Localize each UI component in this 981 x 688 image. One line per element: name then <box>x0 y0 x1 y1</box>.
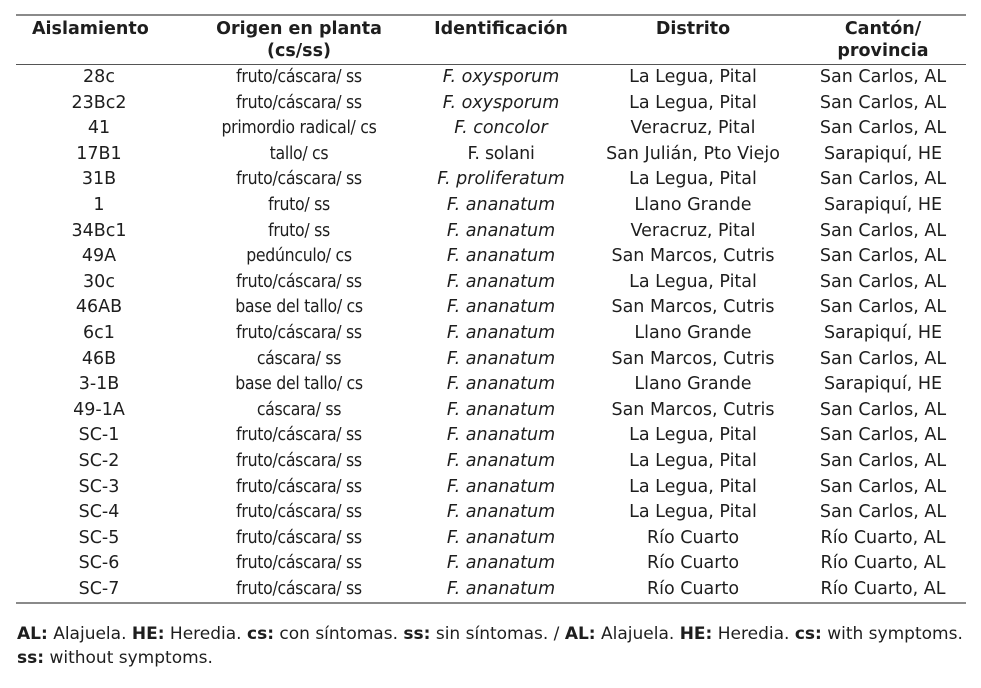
table-row <box>16 423 966 449</box>
cell-origen: cáscara/ ss <box>256 348 342 369</box>
cell-canton: Sarapiquí, HE <box>823 194 943 215</box>
cell-distrito: San Marcos, Cutris <box>611 399 775 420</box>
cell-canton: Sarapiquí, HE <box>823 322 943 343</box>
cell-identificacion: F. ananatum <box>446 476 556 497</box>
header-origen <box>182 15 416 65</box>
footnote-term: AL: <box>17 624 48 644</box>
cell-aislamiento: 30c <box>83 271 115 292</box>
cell-canton: San Carlos, AL <box>819 92 947 113</box>
footnote-definition: Alajuela. <box>595 624 680 644</box>
cell-identificacion: F. proliferatum <box>437 169 565 190</box>
cell-aislamiento: SC-6 <box>78 553 120 574</box>
isolates-table-container <box>16 14 966 604</box>
footnote-term: HE: <box>679 624 713 644</box>
cell-distrito: La Legua, Pital <box>629 92 757 113</box>
cell-origen: fruto/cáscara/ ss <box>236 92 362 113</box>
cell-distrito: Río Cuarto <box>646 527 740 548</box>
cell-identificacion: F. ananatum <box>446 399 556 420</box>
header-label: Identificación <box>434 19 568 39</box>
cell-identificacion: F. ananatum <box>446 246 556 267</box>
cell-distrito: Veracruz, Pital <box>630 220 756 241</box>
cell-identificacion: F. ananatum <box>446 348 556 369</box>
cell-canton: Río Cuarto, AL <box>820 553 946 574</box>
cell-distrito: La Legua, Pital <box>629 476 757 497</box>
cell-distrito: Llano Grande <box>634 322 752 343</box>
table-row <box>16 116 966 142</box>
cell-canton: San Carlos, AL <box>819 118 947 139</box>
footnote-term: ss: <box>17 648 45 668</box>
cell-aislamiento: SC-1 <box>78 425 120 446</box>
table-row <box>16 577 966 604</box>
cell-canton: San Carlos, AL <box>819 67 947 87</box>
cell-identificacion: F. ananatum <box>446 374 556 395</box>
cell-identificacion: F. ananatum <box>446 578 556 599</box>
cell-canton: San Carlos, AL <box>819 425 947 446</box>
table-row <box>16 270 966 296</box>
footnote-term: AL: <box>564 624 596 644</box>
table-row <box>16 526 966 552</box>
cell-identificacion: F. ananatum <box>446 502 556 523</box>
cell-aislamiento: 17B1 <box>76 143 122 164</box>
cell-identificacion: F. oxysporum <box>442 67 560 87</box>
cell-origen: tallo/ cs <box>269 143 329 164</box>
cell-aislamiento: 23Bc2 <box>71 92 127 113</box>
table-row <box>16 475 966 501</box>
cell-origen: fruto/cáscara/ ss <box>236 67 362 87</box>
table-footnote <box>17 622 967 670</box>
cell-distrito: La Legua, Pital <box>629 502 757 523</box>
table-row <box>16 65 966 91</box>
cell-aislamiento: 46B <box>81 348 117 369</box>
table-row <box>16 91 966 117</box>
footnote-definition: with symptoms. <box>821 624 963 644</box>
table-row <box>16 167 966 193</box>
cell-distrito: San Marcos, Cutris <box>611 348 775 369</box>
cell-aislamiento: 28c <box>83 67 115 87</box>
cell-origen: fruto/cáscara/ ss <box>236 271 362 292</box>
header-sublabel: provincia <box>837 41 929 61</box>
header-label: Origen en planta <box>216 19 382 39</box>
cell-canton: San Carlos, AL <box>819 169 947 190</box>
cell-distrito: La Legua, Pital <box>629 67 757 87</box>
cell-origen: fruto/ ss <box>268 194 330 215</box>
table-row <box>16 193 966 219</box>
cell-distrito: San Marcos, Cutris <box>611 297 775 318</box>
cell-aislamiento: 31B <box>81 169 117 190</box>
table-row <box>16 219 966 245</box>
cell-distrito: La Legua, Pital <box>629 425 757 446</box>
cell-distrito: San Julián, Pto Viejo <box>606 143 780 164</box>
table-body <box>16 65 966 604</box>
cell-identificacion: F. ananatum <box>446 553 556 574</box>
cell-identificacion: F. ananatum <box>446 322 556 343</box>
header-label: Distrito <box>655 19 731 39</box>
cell-aislamiento: 34Bc1 <box>71 220 127 241</box>
cell-origen: fruto/ ss <box>268 220 330 241</box>
cell-distrito: Llano Grande <box>634 194 752 215</box>
cell-origen: fruto/cáscara/ ss <box>236 450 362 471</box>
table-row <box>16 295 966 321</box>
table-row <box>16 551 966 577</box>
table-row <box>16 321 966 347</box>
footnote-definition: Heredia. <box>712 624 795 644</box>
cell-identificacion: F. ananatum <box>446 450 556 471</box>
cell-canton: Río Cuarto, AL <box>820 527 946 548</box>
cell-aislamiento: 49-1A <box>73 399 125 420</box>
cell-origen: primordio radical/ cs <box>221 118 377 139</box>
cell-origen: cáscara/ ss <box>256 399 342 420</box>
header-row <box>16 15 966 65</box>
cell-aislamiento: SC-5 <box>78 527 120 548</box>
cell-canton: Sarapiquí, HE <box>823 143 943 164</box>
cell-origen: pedúnculo/ cs <box>246 246 352 267</box>
table-row <box>16 449 966 475</box>
header-label: Cantón/ <box>844 19 922 39</box>
cell-identificacion: F. concolor <box>454 118 548 139</box>
footnote-definition: Heredia. <box>164 624 247 644</box>
cell-origen: fruto/cáscara/ ss <box>236 322 362 343</box>
cell-origen: fruto/cáscara/ ss <box>236 553 362 574</box>
table-row <box>16 244 966 270</box>
cell-distrito: La Legua, Pital <box>629 271 757 292</box>
table-header <box>16 15 966 65</box>
header-sublabel: (cs/ss) <box>266 41 331 61</box>
cell-origen: base del tallo/ cs <box>235 374 363 395</box>
table-row <box>16 142 966 168</box>
table-row <box>16 398 966 424</box>
cell-aislamiento: SC-2 <box>78 450 120 471</box>
isolates-table <box>16 14 966 604</box>
cell-origen: fruto/cáscara/ ss <box>236 527 362 548</box>
cell-aislamiento: 3-1B <box>78 374 120 395</box>
header-canton <box>800 15 966 65</box>
cell-canton: Río Cuarto, AL <box>820 578 946 599</box>
cell-identificacion: F. solani <box>467 143 535 164</box>
footnote-definition: without symptoms. <box>44 648 213 668</box>
cell-distrito: La Legua, Pital <box>629 450 757 471</box>
cell-canton: San Carlos, AL <box>819 297 947 318</box>
footnote-definition: Alajuela. <box>47 624 132 644</box>
cell-aislamiento: 1 <box>93 194 105 215</box>
footnote-definition: sin síntomas. / <box>430 624 565 644</box>
cell-identificacion: F. ananatum <box>446 425 556 446</box>
cell-identificacion: F. oxysporum <box>442 92 560 113</box>
cell-identificacion: F. ananatum <box>446 271 556 292</box>
cell-aislamiento: SC-4 <box>78 502 120 523</box>
cell-distrito: San Marcos, Cutris <box>611 246 775 267</box>
cell-canton: San Carlos, AL <box>819 246 947 267</box>
cell-identificacion: F. ananatum <box>446 194 556 215</box>
table-row <box>16 347 966 373</box>
header-identificacion <box>416 15 586 65</box>
table-row <box>16 500 966 526</box>
cell-aislamiento: 49A <box>81 246 117 267</box>
cell-canton: San Carlos, AL <box>819 476 947 497</box>
cell-canton: San Carlos, AL <box>819 450 947 471</box>
header-aislamiento <box>16 15 182 65</box>
cell-origen: base del tallo/ cs <box>235 297 363 318</box>
cell-identificacion: F. ananatum <box>446 527 556 548</box>
cell-canton: Sarapiquí, HE <box>823 374 943 395</box>
cell-aislamiento: SC-3 <box>78 476 120 497</box>
cell-canton: San Carlos, AL <box>819 348 947 369</box>
cell-origen: fruto/cáscara/ ss <box>236 578 362 599</box>
cell-distrito: Veracruz, Pital <box>630 118 756 139</box>
footnote-term: HE: <box>131 624 165 644</box>
cell-origen: fruto/cáscara/ ss <box>236 425 362 446</box>
header-distrito <box>586 15 800 65</box>
table-row <box>16 372 966 398</box>
cell-canton: San Carlos, AL <box>819 502 947 523</box>
footnote-term: cs: <box>794 624 822 644</box>
cell-canton: San Carlos, AL <box>819 271 947 292</box>
cell-distrito: Llano Grande <box>634 374 752 395</box>
cell-distrito: La Legua, Pital <box>629 169 757 190</box>
cell-aislamiento: 41 <box>87 118 111 139</box>
footnote-term: cs: <box>247 624 274 644</box>
footnote-definition: con síntomas. <box>274 624 404 644</box>
cell-aislamiento: 6c1 <box>83 322 115 343</box>
cell-canton: San Carlos, AL <box>819 399 947 420</box>
cell-identificacion: F. ananatum <box>446 297 556 318</box>
cell-aislamiento: 46AB <box>75 297 123 318</box>
cell-aislamiento: SC-7 <box>78 578 120 599</box>
cell-origen: fruto/cáscara/ ss <box>236 476 362 497</box>
cell-canton: San Carlos, AL <box>819 220 947 241</box>
cell-identificacion: F. ananatum <box>446 220 556 241</box>
footnote-term: ss: <box>403 624 431 644</box>
header-label: Aislamiento <box>32 19 149 39</box>
cell-distrito: Río Cuarto <box>646 553 740 574</box>
cell-origen: fruto/cáscara/ ss <box>236 169 362 190</box>
cell-distrito: Río Cuarto <box>646 578 740 599</box>
cell-origen: fruto/cáscara/ ss <box>236 502 362 523</box>
